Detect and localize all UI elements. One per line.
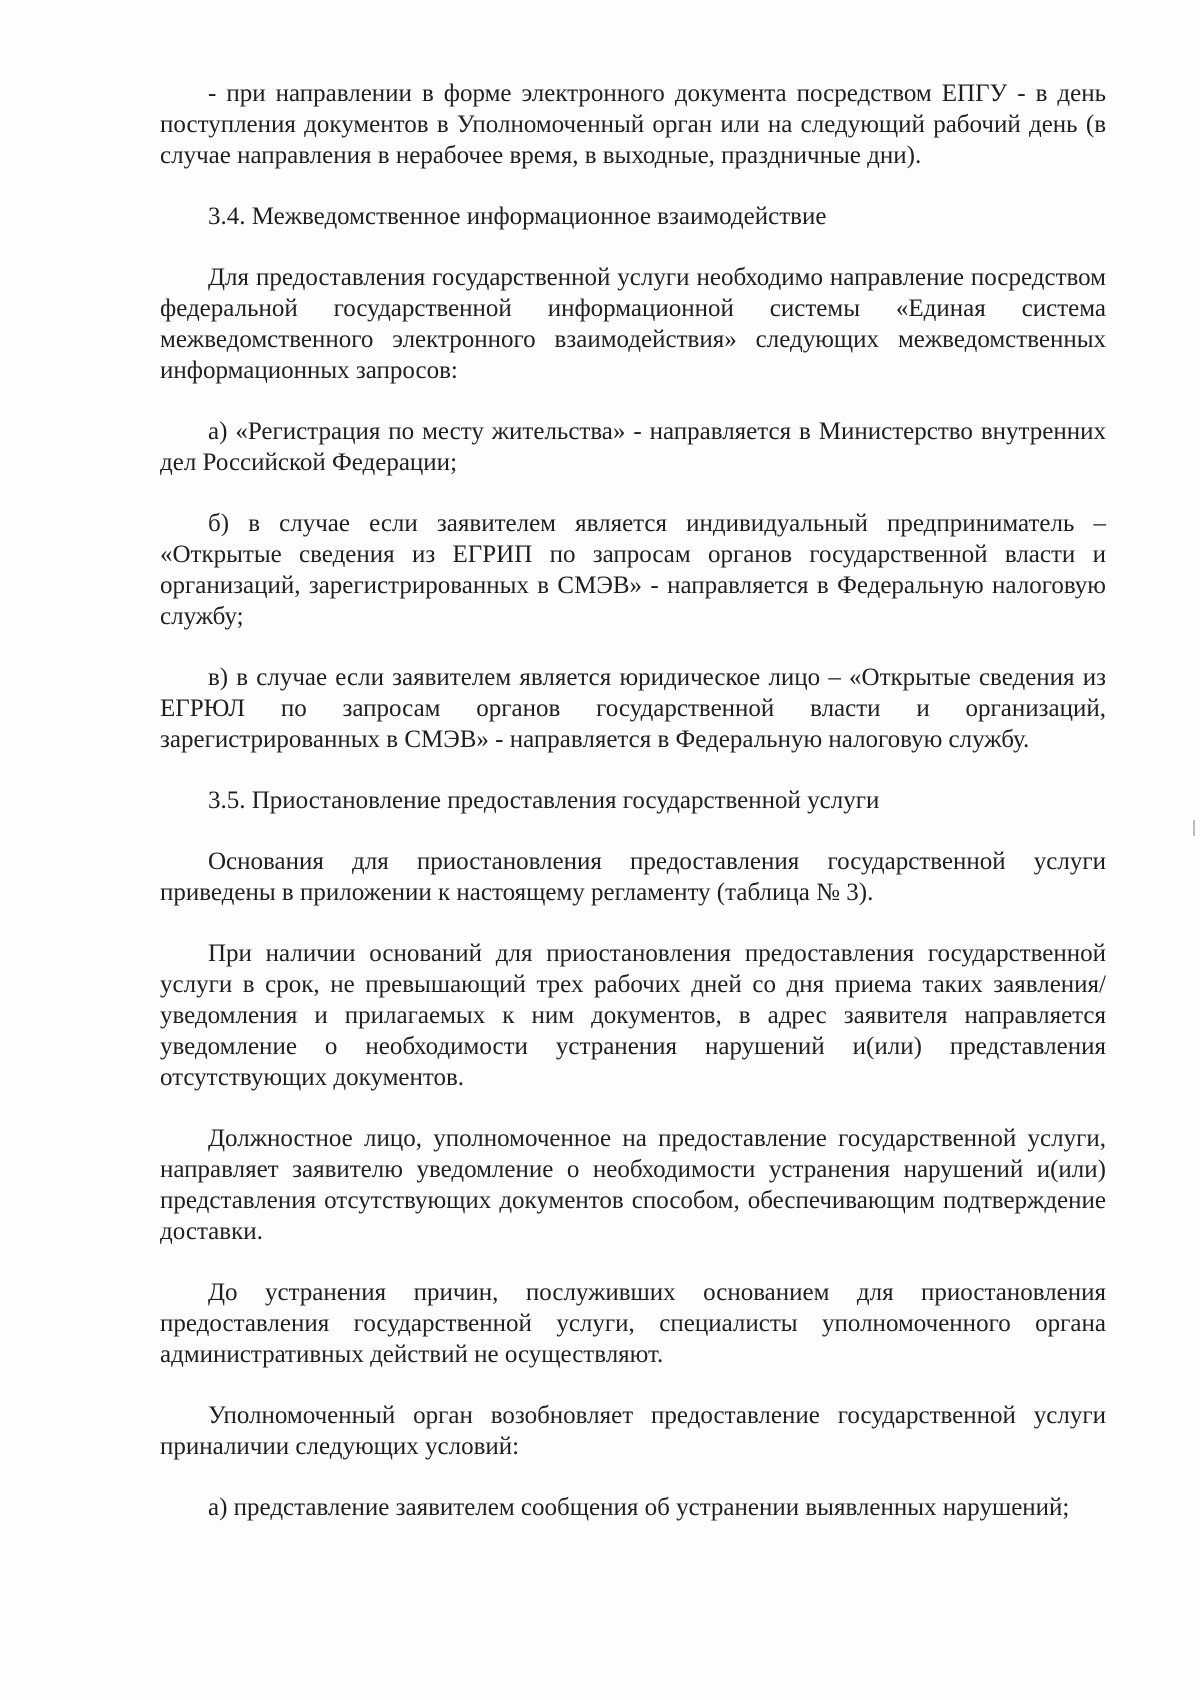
paragraph-item-b-egrip: б) в случае если заявителем является индивидуальный предприниматель – «Открытые сведения из ЕГРИП по запросам органов государственной власти и организаций, зарегистрированных в СМЭВ» - направляется в Федеральную налоговую службу; — [160, 510, 1106, 630]
paragraph-resumption-conditions: Уполномоченный орган возобновляет предоставление государственной услуги приналичии следующих условий: — [160, 1402, 1106, 1460]
paragraph-interagency-requests: Для предоставления государственной услуги необходимо направление посредством федеральной государственной информационной системы «Единая система межведомственного электронного взаимодействия» следующих межведомственных информационных запросов: — [160, 264, 1106, 384]
paragraph-until-eliminated: До устранения причин, послуживших основанием для приостановления предоставления государственной услуги, специалисты уполномоченного органа административных действий не осуществляют. — [160, 1279, 1106, 1368]
section-heading-3-4: 3.4. Межведомственное информационное взаимодействие — [208, 203, 827, 230]
paragraph-submission-epgu: - при направлении в форме электронного документа посредством ЕПГУ - в день поступления документов в Уполномоченный орган или на следующий рабочий день (в случае направления в нерабочее время, в выходные, праздничные дни). — [160, 80, 1106, 169]
paragraph-item-a-report: а) представление заявителем сообщения об устранении выявленных нарушений; — [208, 1494, 1070, 1521]
paragraph-suspension-notice: При наличии оснований для приостановления предоставления государственной услуги в срок, не превышающий трех рабочих дней со дня приема таких заявления/уведомления и прилагаемых к ним документов, в адрес заявителя направляется уведомление о необходимости устранения нарушений и(или) представления отсутствующих документов. — [160, 940, 1106, 1091]
scan-edge-mark — [1193, 820, 1195, 836]
document-body — [160, 78, 1106, 1553]
paragraph-suspension-grounds: Основания для приостановления предоставления государственной услуги приведены в приложении к настоящему регламенту (таблица № 3). — [160, 848, 1106, 906]
paragraph-item-v-egrul: в) в случае если заявителем является юридическое лицо – «Открытые сведения из ЕГРЮЛ по запросам органов государственной власти и организаций, зарегистрированных в СМЭВ» - направляется в Федеральную налоговую службу. — [160, 664, 1106, 753]
paragraph-official-notice: Должностное лицо, уполномоченное на предоставление государственной услуги, направляет заявителю уведомление о необходимости устранения нарушений и(или) представления отсутствующих документов способом, обеспечивающим подтверждение доставки. — [160, 1125, 1106, 1245]
section-heading-3-5: 3.5. Приостановление предоставления государственной услуги — [208, 787, 880, 814]
paragraph-item-a-registration: а) «Регистрация по месту жительства» - направляется в Министерство внутренних дел Российской Федерации; — [160, 418, 1106, 476]
